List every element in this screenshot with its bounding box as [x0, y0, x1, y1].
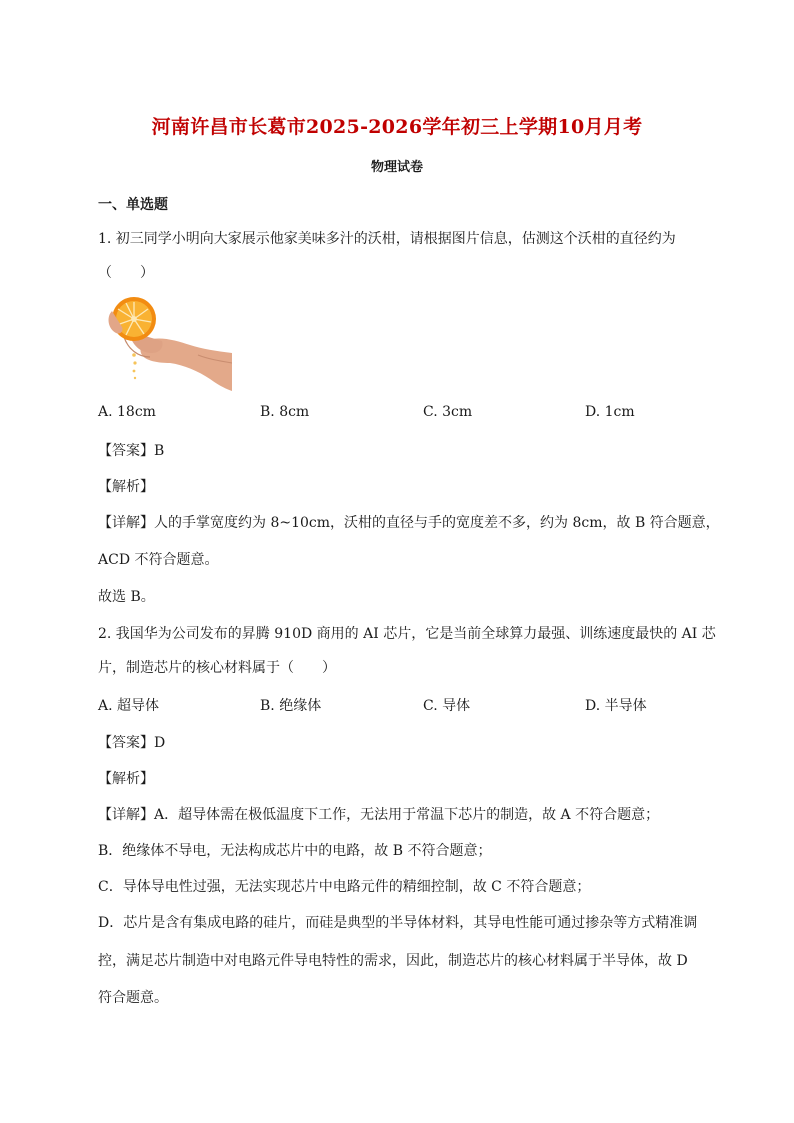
q1-stem-line1: 1. 初三同学小明向大家展示他家美味多汁的沃柑，请根据图片信息，估测这个沃柑的直径约为	[98, 231, 676, 247]
q1-option-b: B. 8cm	[260, 404, 310, 420]
orange-hand-image	[98, 291, 232, 391]
q1-detail-line1: 【详解】人的手掌宽度约为 8~10cm，沃柑的直径与手的宽度差不多，约为 8cm，故 B 符合题意，	[98, 515, 720, 531]
q2-option-a: A. 超导体	[98, 698, 160, 714]
q2-detail-line4: D．芯片是含有集成电路的硅片，而硅是典型的半导体材料，其导电性能可通过掺杂等方式精准调	[98, 915, 698, 931]
q2-stem-line1: 2. 我国华为公司发布的昇腾 910D 商用的 AI 芯片，它是当前全球算力最强、训练速度最快的 AI 芯	[98, 626, 716, 642]
q1-answer: 【答案】B	[98, 443, 165, 459]
page-subtitle: 物理试卷	[370, 160, 423, 175]
q1-option-c: C. 3cm	[423, 404, 473, 420]
q1-option-d: D. 1cm	[585, 404, 635, 420]
q1-detail-line2: ACD 不符合题意。	[98, 552, 219, 568]
q2-answer: 【答案】D	[98, 735, 166, 751]
q2-detail-line1: 【详解】A．超导体需在极低温度下工作，无法用于常温下芯片的制造，故 A 不符合题意；	[98, 807, 660, 823]
section-heading: 一、单选题	[98, 197, 168, 213]
q2-option-d: D. 半导体	[585, 698, 647, 714]
q2-option-b: B. 绝缘体	[260, 698, 322, 714]
q2-detail-line2: B．绝缘体不导电，无法构成芯片中的电路，故 B 不符合题意；	[98, 843, 492, 859]
q1-analysis: 【解析】	[98, 479, 154, 495]
q2-detail-line5: 控，满足芯片制造中对电路元件导电特性的需求，因此，制造芯片的核心材料属于半导体，故 D	[98, 953, 688, 969]
q1-option-a: A. 18cm	[98, 404, 156, 420]
orange-hand-illustration	[98, 291, 232, 391]
q1-conclusion: 故选 B。	[98, 589, 155, 605]
q2-detail-line6: 符合题意。	[98, 990, 168, 1006]
q2-stem-line2: 片，制造芯片的核心材料属于（ ）	[98, 660, 336, 676]
q2-option-c: C. 导体	[423, 698, 471, 714]
q2-detail-line3: C．导体导电性过强，无法实现芯片中电路元件的精细控制，故 C 不符合题意；	[98, 879, 591, 895]
q2-options	[98, 695, 698, 715]
q1-options	[98, 404, 698, 424]
page-title: 河南许昌市长葛市2025-2026学年初三上学期10月月考	[151, 116, 643, 138]
q2-analysis: 【解析】	[98, 771, 154, 787]
q1-stem-line2: （ ）	[98, 265, 154, 281]
